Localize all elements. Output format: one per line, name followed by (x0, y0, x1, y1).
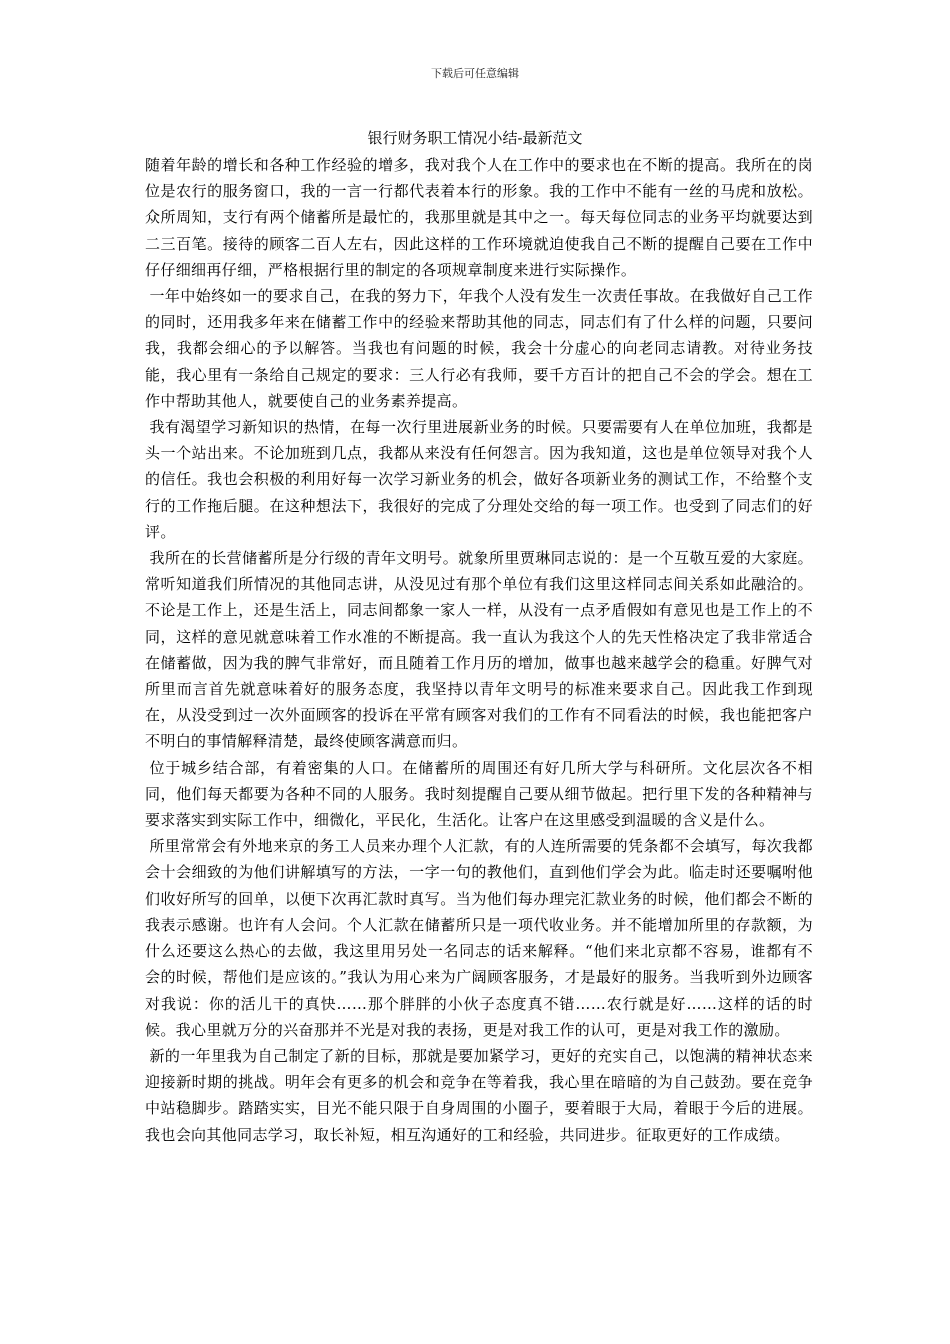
paragraph: 新的一年里我为自己制定了新的目标，那就是要加紧学习，更好的充实自己，以饱满的精神状态来迎接新时期的挑战。明年会有更多的机会和竞争在等着我，我心里在暗暗的为自己鼓劲。要在竞争中站稳脚步。踏踏实实，目光不能只限于自身周围的小圈子，要着眼于大局，着眼于今后的进展。我也会向其他同志学习，取长补短，相互沟通好的工和经验，共同进步。征取更好的工作成绩。 (145, 1046, 813, 1144)
document-body (145, 152, 813, 1148)
paragraph: 一年中始终如一的要求自己，在我的努力下，年我个人没有发生一次责任事故。在我做好自己工作的同时，还用我多年来在储蓄工作中的经验来帮助其他的同志，同志们有了什么样的问题，只要问我，我都会细心的予以解答。当我也有问题的时候，我会十分虚心的向老同志请教。对待业务技能，我心里有一条给自己规定的要求：三人行必有我师，要千方百计的把自己不会的学会。想在工作中帮助其他人，就要使自己的业务素养提高。 (145, 287, 813, 410)
paragraph: 所里常常会有外地来京的务工人员来办理个人汇款，有的人连所需要的凭条都不会填写，每次我都会十会细致的为他们讲解填写的方法，一字一句的教他们，直到他们学会为此。临走时还要嘱咐他们收好所写的回单，以便下次再汇款时真写。当为他们每办理完汇款业务的时候，他们都会不断的我表示感谢。也许有人会问。个人汇款在储蓄所只是一项代收业务。并不能增加所里的存款额，为什么还要这么热心的去做，我这里用另处一名同志的话来解释。“他们来北京都不容易，谁都有不会的时候，帮他们是应该的。”我认为用心来为广阔顾客服务，才是最好的服务。当我听到外边顾客对我说：你的活儿干的真快……那个胖胖的小伙子态度真不错……农行就是好……这样的话的时候。我心里就万分的兴奋那并不光是对我的表扬，更是对我工作的认可，更是对我工作的激励。 (145, 837, 813, 1039)
paragraph: 随着年龄的增长和各种工作经验的增多，我对我个人在工作中的要求也在不断的提高。我所在的岗位是农行的服务窗口，我的一言一行都代表着本行的形象。我的工作中不能有一丝的马虎和放松。众所周知，支行有两个储蓄所是最忙的，我那里就是其中之一。每天每位同志的业务平均就要达到二三百笔。接待的顾客二百人左右，因此这样的工作环境就迫使我自己不断的提醒自己要在工作中仔仔细细再仔细，严格根据行里的制定的各项规章制度来进行实际操作。 (145, 156, 813, 279)
paragraph: 我有渴望学习新知识的热情，在每一次行里进展新业务的时候。只要需要有人在单位加班，我都是头一个站出来。不论加班到几点，我都从来没有任何怨言。因为我知道，这也是单位领导对我个人的信任。我也会积极的利用好每一次学习新业务的机会，做好各项新业务的测试工作，不给整个支行的工作拖后腿。在这种想法下，我很好的完成了分理处交给的每一项工作。也受到了同志们的好评。 (145, 418, 813, 541)
paragraph: 位于城乡结合部，有着密集的人口。在储蓄所的周围还有好几所大学与科研所。文化层次各不相同，他们每天都要为各种不同的人服务。我时刻提醒自己要从细节做起。把行里下发的各种精神与要求落实到实际工作中，细微化，平民化，生活化。让客户在这里感受到温暖的含义是什么。 (145, 758, 813, 830)
document-title: 银行财务职工情况小结-最新范文 (367, 129, 583, 147)
paragraph: 我所在的长营储蓄所是分行级的青年文明号。就象所里贾琳同志说的：是一个互敬互爱的大家庭。常听知道我们所情况的其他同志讲，从没见过有那个单位有我们这里这样同志间关系如此融洽的。不论是工作上，还是生活上，同志间都象一家人一样，从没有一点矛盾假如有意见也是工作上的不同，这样的意见就意味着工作水准的不断提高。我一直认为我这个人的先天性格决定了我非常适合在储蓄做，因为我的脾气非常好，而且随着工作月历的增加，做事也越来越学会的稳重。好脾气对所里而言首先就意味着好的服务态度，我坚持以青年文明号的标准来要求自己。因此我工作到现在，从没受到过一次外面顾客的投诉在平常有顾客对我们的工作有不同看法的时候，我也能把客户不明白的事情解释清楚，最终使顾客满意而归。 (145, 549, 813, 751)
page-header: 下载后可任意编辑 (431, 67, 519, 80)
